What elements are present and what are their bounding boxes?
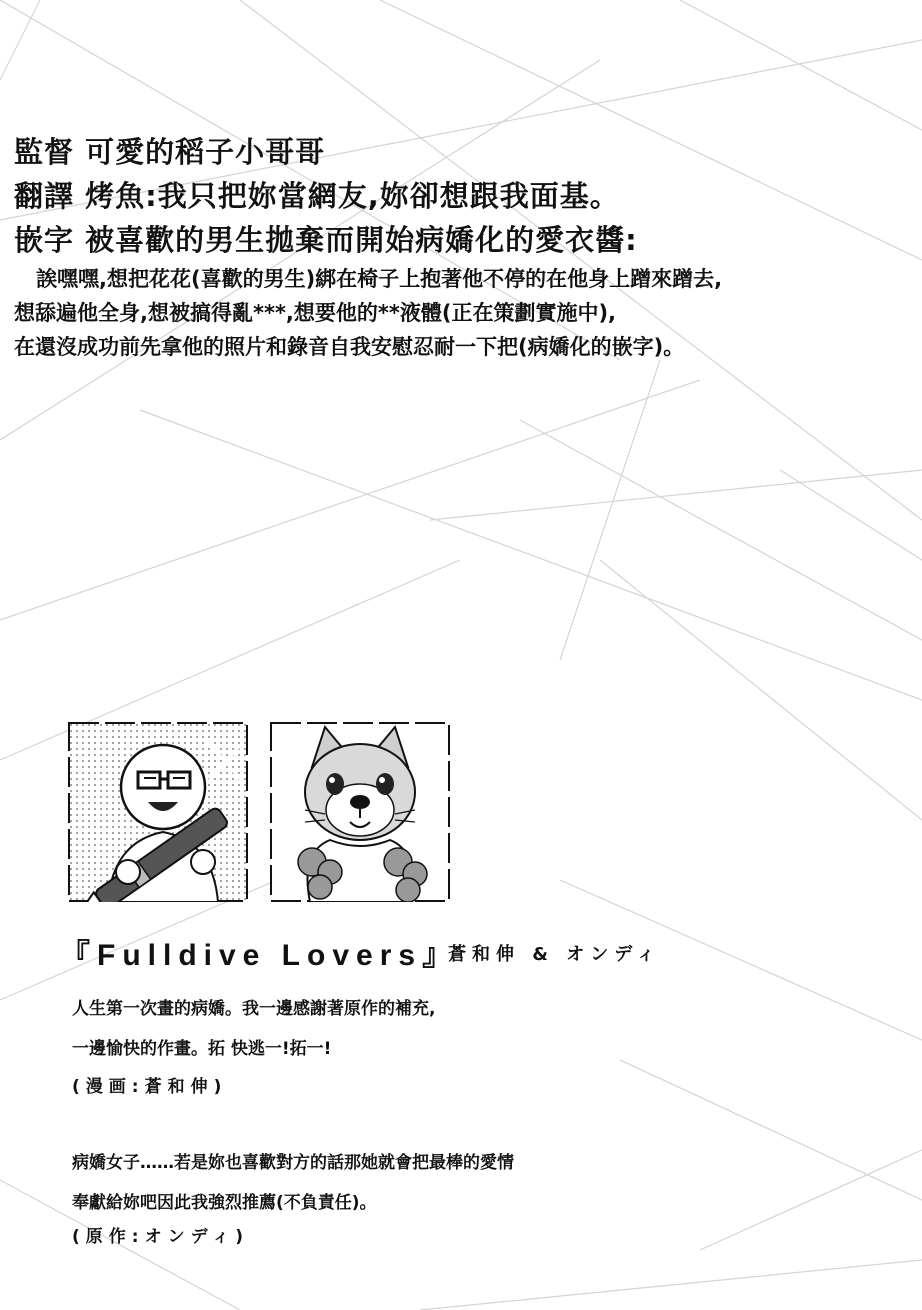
typesetter-comment-line: 誒嘿嘿,想把花花(喜歡的男生)綁在椅子上抱著他不停的在他身上蹭來蹭去,	[36, 267, 723, 291]
artist-portrait-illustration	[68, 722, 248, 902]
typesetter-comment-line: 在還沒成功前先拿他的照片和錄音自我安慰忍耐一下把(病嬌化的嵌字)。	[14, 335, 685, 359]
writer-portrait-illustration	[270, 722, 450, 902]
credits-block	[14, 130, 914, 364]
supervisor-credit: 監督 可愛的稻子小哥哥	[14, 135, 326, 169]
writer-comment-line: 病嬌女子……若是妳也喜歡對方的話那她就會把最棒的愛情	[72, 1153, 514, 1173]
work-authors: 蒼和伸 & オンディ	[448, 944, 661, 965]
writer-signature: (原作:オンディ)	[72, 1227, 249, 1247]
artist-comment-line: 一邊愉快的作畫。拓 快逃一!拓一!	[72, 1039, 332, 1059]
writer-comment-line: 奉獻給妳吧因此我強烈推薦(不負責任)。	[72, 1193, 377, 1213]
artist-comment-line: 人生第一次畫的病嬌。我一邊感謝著原作的補充,	[72, 999, 436, 1019]
typesetter-credit: 嵌字 被喜歡的男生拋棄而開始病嬌化的愛衣醬:	[14, 223, 638, 257]
typesetter-comment-line: 想舔遍他全身,想被搞得亂***,想要他的**液體(正在策劃實施中),	[14, 301, 617, 325]
work-title: 『Fulldive Lovers』	[60, 939, 460, 972]
translator-credit: 翻譯 烤魚:我只把妳當網友,妳卻想跟我面基。	[14, 179, 620, 213]
artist-signature: (漫画:蒼和伸)	[72, 1077, 228, 1097]
